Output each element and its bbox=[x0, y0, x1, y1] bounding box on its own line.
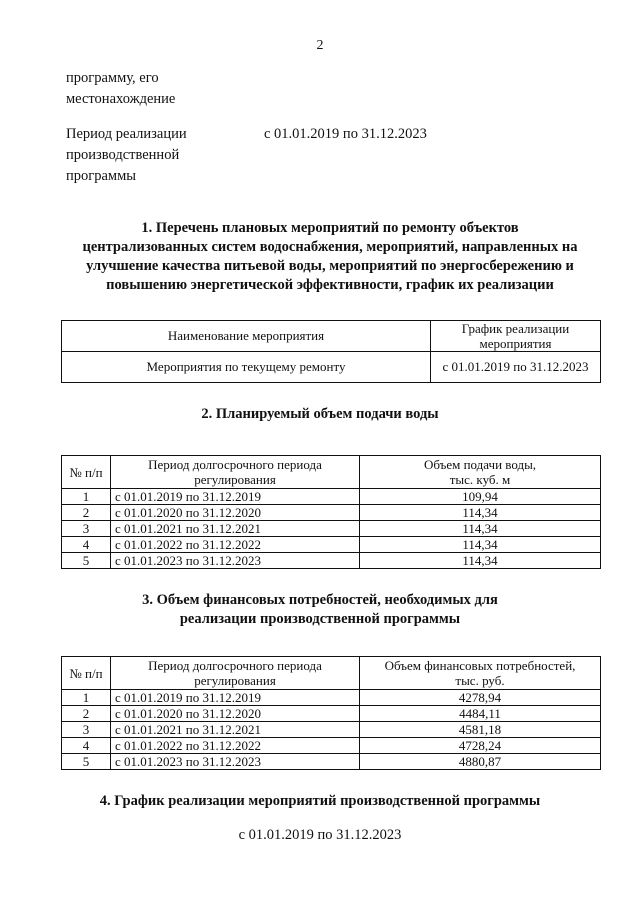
table-row bbox=[62, 521, 601, 537]
table-row bbox=[62, 352, 601, 383]
section1-title bbox=[40, 219, 620, 295]
header-line: регулирования bbox=[194, 673, 276, 688]
cell-num: 5 bbox=[62, 754, 111, 770]
cell-num: 3 bbox=[62, 521, 111, 537]
section4-period: с 01.01.2019 по 31.12.2023 bbox=[238, 827, 402, 843]
intro-text bbox=[66, 68, 175, 110]
activities-table bbox=[61, 320, 601, 383]
period-value: с 01.01.2019 по 31.12.2023 bbox=[264, 126, 427, 142]
header-cell-activity: Наименование мероприятия bbox=[62, 321, 431, 352]
header-cell-volume bbox=[360, 456, 601, 489]
cell-value: 4484,11 bbox=[360, 706, 601, 722]
section1-title-line: улучшение качества питьевой воды, мероприятий по энергосбережению и bbox=[86, 258, 574, 274]
cell-value: 109,94 bbox=[360, 489, 601, 505]
water-volume-table bbox=[61, 455, 601, 569]
header-cell-period bbox=[111, 456, 360, 489]
header-cell-schedule bbox=[431, 321, 601, 352]
cell-num: 1 bbox=[62, 690, 111, 706]
period-label-line: программы bbox=[66, 168, 136, 184]
header-line: мероприятия bbox=[479, 336, 552, 351]
cell-value: 114,34 bbox=[360, 537, 601, 553]
cell-period: с 01.01.2021 по 31.12.2021 bbox=[111, 521, 360, 537]
table-header-row bbox=[62, 456, 601, 489]
cell-num: 2 bbox=[62, 706, 111, 722]
header-line: Объем подачи воды, bbox=[423, 457, 537, 472]
header-line: График реализации bbox=[461, 321, 570, 336]
table-row bbox=[62, 537, 601, 553]
cell-period: с 01.01.2021 по 31.12.2021 bbox=[111, 722, 360, 738]
section1-title-line: централизованных систем водоснабжения, мероприятий, направленных на bbox=[82, 239, 578, 255]
table-row bbox=[62, 553, 601, 569]
table-row bbox=[62, 706, 601, 722]
financial-needs-table bbox=[61, 656, 601, 770]
cell-value: 114,34 bbox=[360, 553, 601, 569]
section4-title: 4. График реализации мероприятий производственной программы bbox=[99, 793, 541, 809]
cell-period: с 01.01.2023 по 31.12.2023 bbox=[111, 754, 360, 770]
cell-value: 4581,18 bbox=[360, 722, 601, 738]
cell-period: с 01.01.2022 по 31.12.2022 bbox=[111, 537, 360, 553]
cell-period: с 01.01.2022 по 31.12.2022 bbox=[111, 738, 360, 754]
cell-value: 114,34 bbox=[360, 505, 601, 521]
section1-title-line: повышению энергетической эффективности, график их реализации bbox=[106, 277, 554, 293]
section3-title-line: реализации производственной программы bbox=[179, 611, 461, 627]
cell-num: 1 bbox=[62, 489, 111, 505]
cell-period: с 01.01.2023 по 31.12.2023 bbox=[111, 553, 360, 569]
header-line: Период долгосрочного периода bbox=[148, 457, 322, 472]
table-row bbox=[62, 489, 601, 505]
header-line: Объем финансовых потребностей, bbox=[384, 658, 576, 673]
cell-value: 4880,87 bbox=[360, 754, 601, 770]
intro-line: местонахождение bbox=[66, 91, 176, 107]
cell-value: 114,34 bbox=[360, 521, 601, 537]
cell-activity-name: Мероприятия по текущему ремонту bbox=[62, 352, 431, 383]
cell-value: 4728,24 bbox=[360, 738, 601, 754]
cell-value: 4278,94 bbox=[360, 690, 601, 706]
page-number: 2 bbox=[316, 38, 324, 53]
intro-line: программу, его bbox=[66, 70, 159, 86]
header-line: регулирования bbox=[194, 472, 276, 487]
section3-title bbox=[0, 591, 640, 629]
cell-num: 2 bbox=[62, 505, 111, 521]
cell-num: 4 bbox=[62, 738, 111, 754]
section3-title-line: 3. Объем финансовых потребностей, необходимых для bbox=[142, 592, 498, 608]
table-row bbox=[62, 738, 601, 754]
table-header-row bbox=[62, 321, 601, 352]
header-line: тыс. руб. bbox=[455, 673, 505, 688]
table-row bbox=[62, 754, 601, 770]
section1-title-line: 1. Перечень плановых мероприятий по ремонту объектов bbox=[141, 220, 519, 236]
period-label-line: производственной bbox=[66, 147, 180, 163]
cell-num: 3 bbox=[62, 722, 111, 738]
section2-title: 2. Планируемый объем подачи воды bbox=[201, 406, 439, 422]
cell-period: с 01.01.2020 по 31.12.2020 bbox=[111, 505, 360, 521]
header-cell-amount bbox=[360, 657, 601, 690]
header-cell-num: № п/п bbox=[62, 657, 111, 690]
table-row bbox=[62, 722, 601, 738]
header-line: Период долгосрочного периода bbox=[148, 658, 322, 673]
table-row bbox=[62, 505, 601, 521]
cell-activity-period: с 01.01.2019 по 31.12.2023 bbox=[431, 352, 601, 383]
header-cell-num: № п/п bbox=[62, 456, 111, 489]
table-header-row bbox=[62, 657, 601, 690]
cell-period: с 01.01.2019 по 31.12.2019 bbox=[111, 489, 360, 505]
header-cell-period bbox=[111, 657, 360, 690]
period-label bbox=[66, 124, 187, 187]
cell-num: 5 bbox=[62, 553, 111, 569]
period-label-line: Период реализации bbox=[66, 126, 187, 142]
cell-period: с 01.01.2019 по 31.12.2019 bbox=[111, 690, 360, 706]
header-line: тыс. куб. м bbox=[449, 472, 511, 487]
table-row bbox=[62, 690, 601, 706]
cell-period: с 01.01.2020 по 31.12.2020 bbox=[111, 706, 360, 722]
cell-num: 4 bbox=[62, 537, 111, 553]
